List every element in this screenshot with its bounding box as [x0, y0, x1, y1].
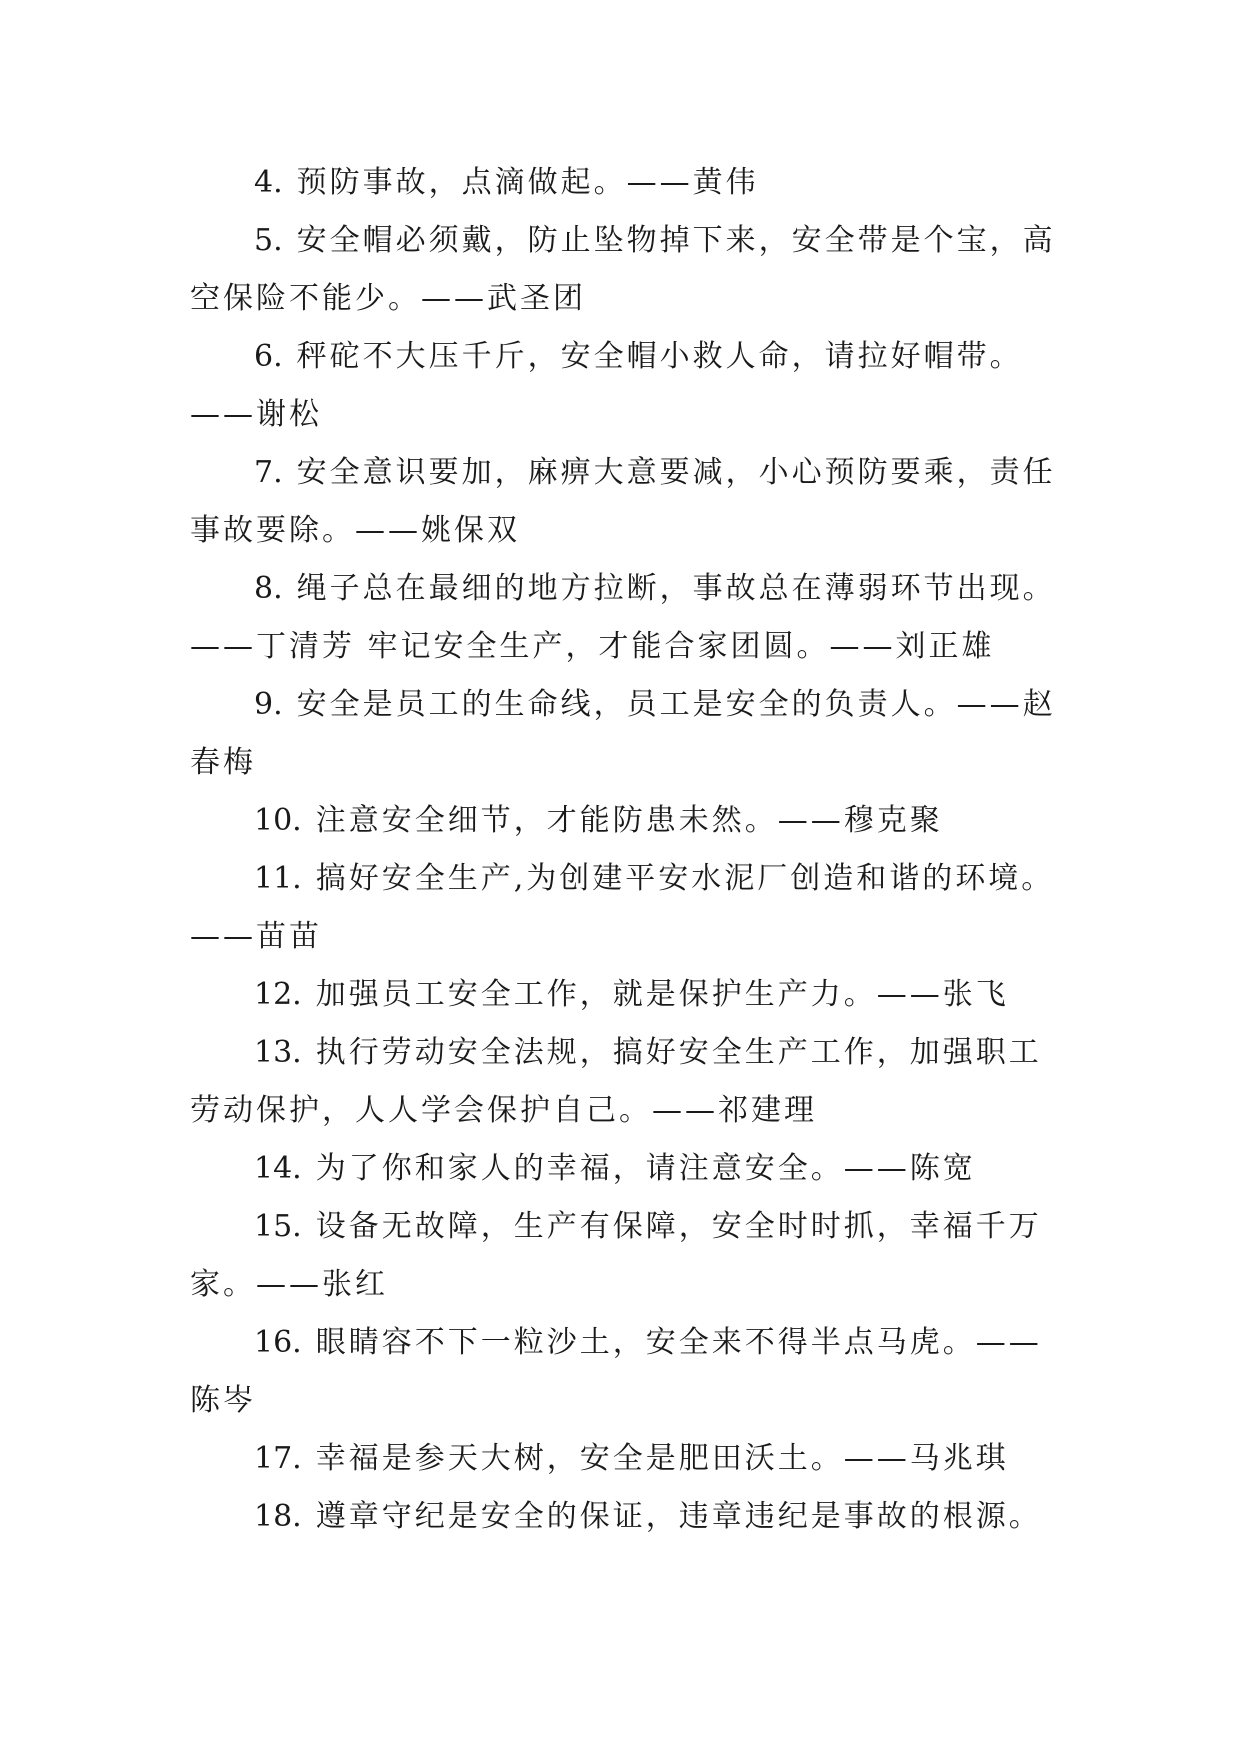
- item-number: 18.: [254, 1499, 302, 1534]
- item-number: 16.: [254, 1325, 302, 1360]
- item-text: 幸福是参天大树，安全是肥田沃土。——马兆琪: [315, 1441, 1009, 1476]
- item-text: 安全意识要加，麻痹大意要减，小心预防要乘，责任事故要除。——姚保双: [190, 455, 1056, 548]
- item-number: 6.: [254, 339, 283, 374]
- item-number: 8.: [254, 571, 283, 606]
- item-text: 绳子总在最细的地方拉断，事故总在薄弱环节出现。——丁清芳 牢记安全生产，才能合家团圆。——刘正雄: [190, 571, 1056, 664]
- item-number: 17.: [254, 1441, 302, 1476]
- item-number: 15.: [254, 1209, 302, 1244]
- item-number: 11.: [254, 861, 302, 896]
- list-item: [190, 966, 1070, 1024]
- item-text: 安全是员工的生命线，员工是安全的负责人。——赵春梅: [190, 687, 1056, 780]
- item-number: 12.: [254, 977, 302, 1012]
- list-item: [190, 1198, 1070, 1314]
- item-number: 14.: [254, 1151, 302, 1186]
- list-item: [190, 850, 1070, 966]
- item-number: 4.: [254, 165, 283, 200]
- item-number: 13.: [254, 1035, 302, 1070]
- item-number: 5.: [254, 223, 283, 258]
- item-text: 秤砣不大压千斤，安全帽小救人命，请拉好帽带。——谢松: [190, 339, 1023, 432]
- item-text: 眼睛容不下一粒沙土，安全来不得半点马虎。——陈岑: [190, 1325, 1042, 1418]
- document-body: [190, 154, 1070, 1546]
- item-number: 7.: [254, 455, 283, 490]
- list-item: [190, 1024, 1070, 1140]
- item-text: 预防事故，点滴做起。——黄伟: [296, 165, 759, 200]
- list-item: [190, 1140, 1070, 1198]
- list-item: [190, 1430, 1070, 1488]
- list-item: [190, 328, 1070, 444]
- list-item: [190, 560, 1070, 676]
- item-number: 9.: [254, 687, 283, 722]
- item-text: 设备无故障，生产有保障，安全时时抓，幸福千万家。——张红: [190, 1209, 1042, 1302]
- item-text: 遵章守纪是安全的保证，违章违纪是事故的根源。: [315, 1499, 1042, 1534]
- item-text: 执行劳动安全法规，搞好安全生产工作，加强职工劳动保护，人人学会保护自己。——祁建理: [190, 1035, 1042, 1128]
- list-item: [190, 212, 1070, 328]
- list-item: [190, 1314, 1070, 1430]
- item-text: 加强员工安全工作，就是保护生产力。——张飞: [315, 977, 1009, 1012]
- item-text: 安全帽必须戴，防止坠物掉下来，安全带是个宝，高空保险不能少。——武圣团: [190, 223, 1056, 316]
- list-item: [190, 444, 1070, 560]
- item-text: 搞好安全生产,为创建平安水泥厂创造和谐的环境。——苗苗: [190, 861, 1055, 954]
- list-item: [190, 676, 1070, 792]
- list-item: [190, 154, 1070, 212]
- list-item: [190, 1488, 1070, 1546]
- list-item: [190, 792, 1070, 850]
- item-number: 10.: [254, 803, 302, 838]
- item-text: 注意安全细节，才能防患未然。——穆克聚: [315, 803, 943, 838]
- item-text: 为了你和家人的幸福，请注意安全。——陈宽: [315, 1151, 976, 1186]
